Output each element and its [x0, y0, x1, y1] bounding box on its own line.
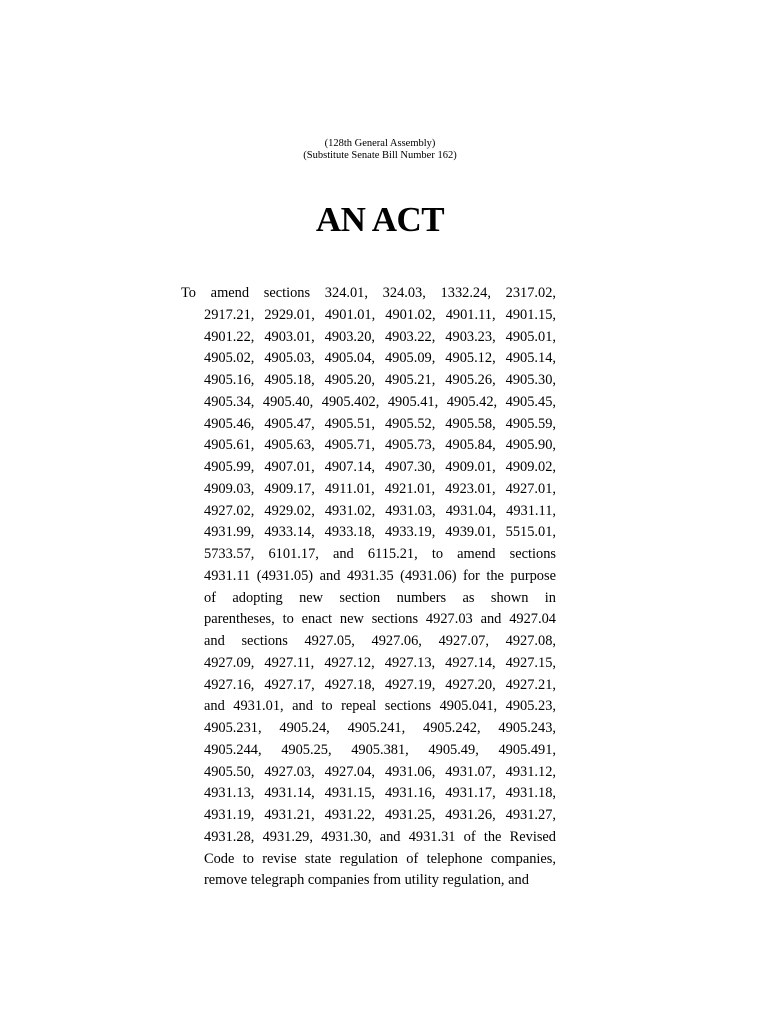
- body-line: To amend sections 324.01, 324.03, 1332.24, 2317.02,: [181, 285, 556, 301]
- general-assembly-label: (128th General Assembly): [324, 138, 436, 149]
- body-line: 4931.19, 4931.21, 4931.22, 4931.25, 4931.26, 4931.27,: [204, 807, 556, 823]
- body-line: 4927.09, 4927.11, 4927.12, 4927.13, 4927.14, 4927.15,: [204, 654, 556, 671]
- body-line: 4909.03, 4909.17, 4911.01, 4921.01, 4923.01, 4927.01,: [204, 480, 556, 497]
- body-line: 4905.34, 4905.40, 4905.402, 4905.41, 4905.42, 4905.45,: [204, 393, 556, 410]
- body-line: 4905.02, 4905.03, 4905.04, 4905.09, 4905.12, 4905.14,: [204, 350, 556, 367]
- body-line: 4905.46, 4905.47, 4905.51, 4905.52, 4905.58, 4905.59,: [204, 415, 556, 432]
- body-line: 4905.99, 4907.01, 4907.14, 4907.30, 4909.01, 4909.02,: [204, 459, 556, 475]
- act-body: [181, 283, 556, 892]
- body-line: 4905.50, 4927.03, 4927.04, 4931.06, 4931.07, 4931.12,: [204, 763, 556, 780]
- body-line: 4905.16, 4905.18, 4905.20, 4905.21, 4905.26, 4905.30,: [204, 372, 556, 388]
- body-line: 4901.22, 4903.01, 4903.20, 4903.22, 4903.23, 4905.01,: [204, 328, 556, 345]
- body-line: 4905.231, 4905.24, 4905.241, 4905.242, 4905.243,: [204, 720, 556, 736]
- body-line: 4927.16, 4927.17, 4927.18, 4927.19, 4927.20, 4927.21,: [204, 676, 556, 693]
- body-line: 4931.11 (4931.05) and 4931.35 (4931.06) for the purpose: [204, 567, 556, 584]
- body-line: 2917.21, 2929.01, 4901.01, 4901.02, 4901.11, 4901.15,: [204, 306, 556, 323]
- body-line: parentheses, to enact new sections 4927.03 and 4927.04: [204, 611, 556, 628]
- body-line: 4905.61, 4905.63, 4905.71, 4905.73, 4905.84, 4905.90,: [204, 437, 556, 454]
- body-line: 4931.13, 4931.14, 4931.15, 4931.16, 4931.17, 4931.18,: [204, 785, 556, 802]
- body-line: 4931.28, 4931.29, 4931.30, and 4931.31 of the Revised: [204, 828, 556, 845]
- body-line: and 4931.01, and to repeal sections 4905.041, 4905.23,: [204, 698, 556, 715]
- body-line: of adopting new section numbers as shown in: [204, 589, 556, 606]
- bill-header: [0, 138, 760, 162]
- body-line: and sections 4927.05, 4927.06, 4927.07, 4927.08,: [204, 633, 556, 649]
- body-line: 5733.57, 6101.17, and 6115.21, to amend sections: [204, 546, 556, 562]
- body-line: remove telegraph companies from utility regulation, and: [204, 872, 529, 889]
- act-title: AN ACT: [315, 200, 445, 239]
- body-line: 4905.244, 4905.25, 4905.381, 4905.49, 4905.491,: [204, 741, 556, 758]
- bill-number-label: (Substitute Senate Bill Number 162): [303, 150, 457, 161]
- body-line: 4931.99, 4933.14, 4933.18, 4933.19, 4939.01, 5515.01,: [204, 524, 556, 541]
- body-line: Code to revise state regulation of telephone companies,: [204, 850, 556, 867]
- body-line: 4927.02, 4929.02, 4931.02, 4931.03, 4931.04, 4931.11,: [204, 502, 556, 519]
